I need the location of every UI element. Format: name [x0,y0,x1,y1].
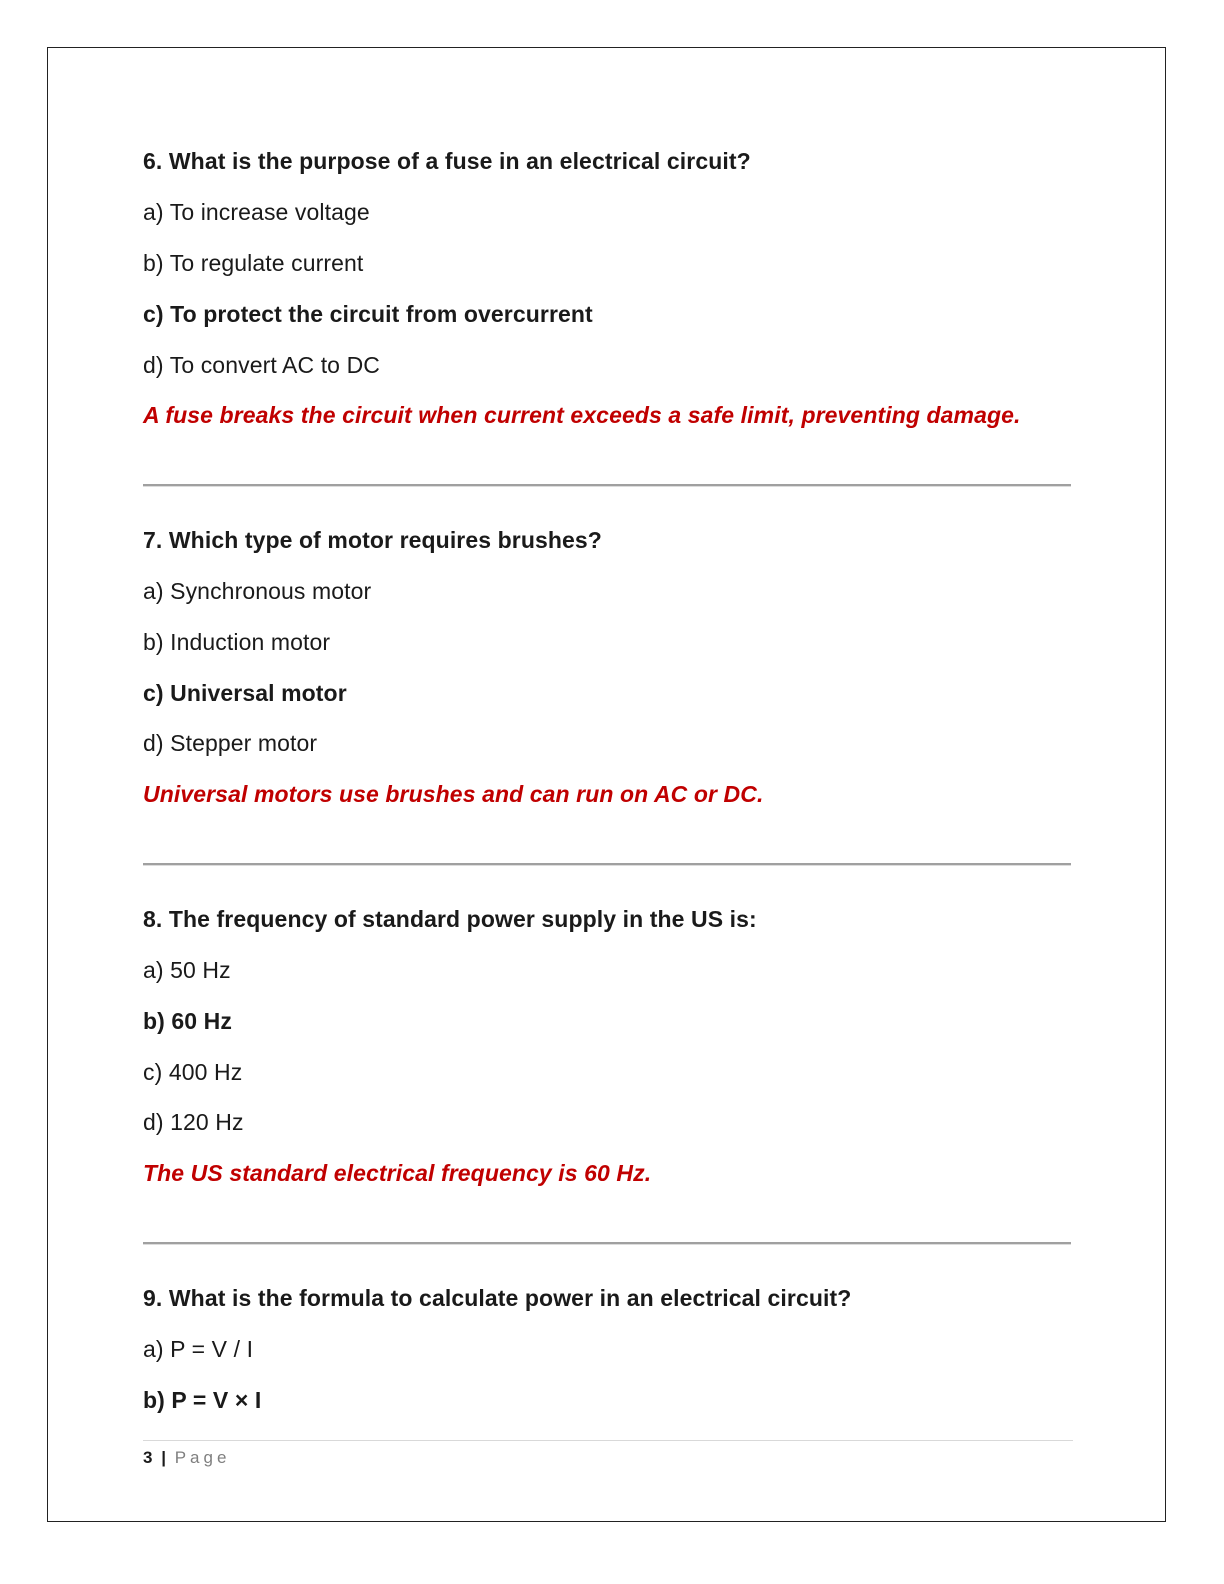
question-8-explanation: The US standard electrical frequency is 60 Hz. [143,1160,652,1186]
page-label: Page [174,1448,231,1467]
question-6-text: 6. What is the purpose of a fuse in an electrical circuit? [143,148,751,174]
question-8-option-a: a) 50 Hz [143,957,231,983]
question-7-text: 7. Which type of motor requires brushes? [143,527,602,553]
question-8-option-b-correct: b) 60 Hz [143,1008,232,1034]
page-footer [143,1447,230,1469]
question-7-option-d: d) Stepper motor [143,730,318,756]
footer-rule [143,1440,1073,1441]
question-6-explanation: A fuse breaks the circuit when current exceeds a safe limit, preventing damage. [143,402,1021,428]
question-9-text: 9. What is the formula to calculate power in an electrical circuit? [143,1285,852,1311]
question-8-option-d: d) 120 Hz [143,1109,244,1135]
question-7-option-a: a) Synchronous motor [143,578,372,604]
footer-separator: | [161,1448,166,1467]
question-7-option-b: b) Induction motor [143,629,331,655]
question-6-option-c-correct: c) To protect the circuit from overcurrent [143,301,593,327]
page-number: 3 [143,1448,153,1467]
question-8-text: 8. The frequency of standard power supply in the US is: [143,906,757,932]
question-9-option-a: a) P = V / I [143,1336,254,1362]
divider-rule [143,1242,1071,1245]
question-6-option-b: b) To regulate current [143,250,364,276]
question-6-option-d: d) To convert AC to DC [143,352,380,378]
question-8-option-c: c) 400 Hz [143,1059,243,1085]
question-7-explanation: Universal motors use brushes and can run on AC or DC. [143,781,764,807]
question-9-option-b-correct: b) P = V × I [143,1387,262,1413]
divider-rule [143,863,1071,866]
divider-rule [143,484,1071,487]
question-7-option-c-correct: c) Universal motor [143,680,347,706]
question-6-option-a: a) To increase voltage [143,199,370,225]
